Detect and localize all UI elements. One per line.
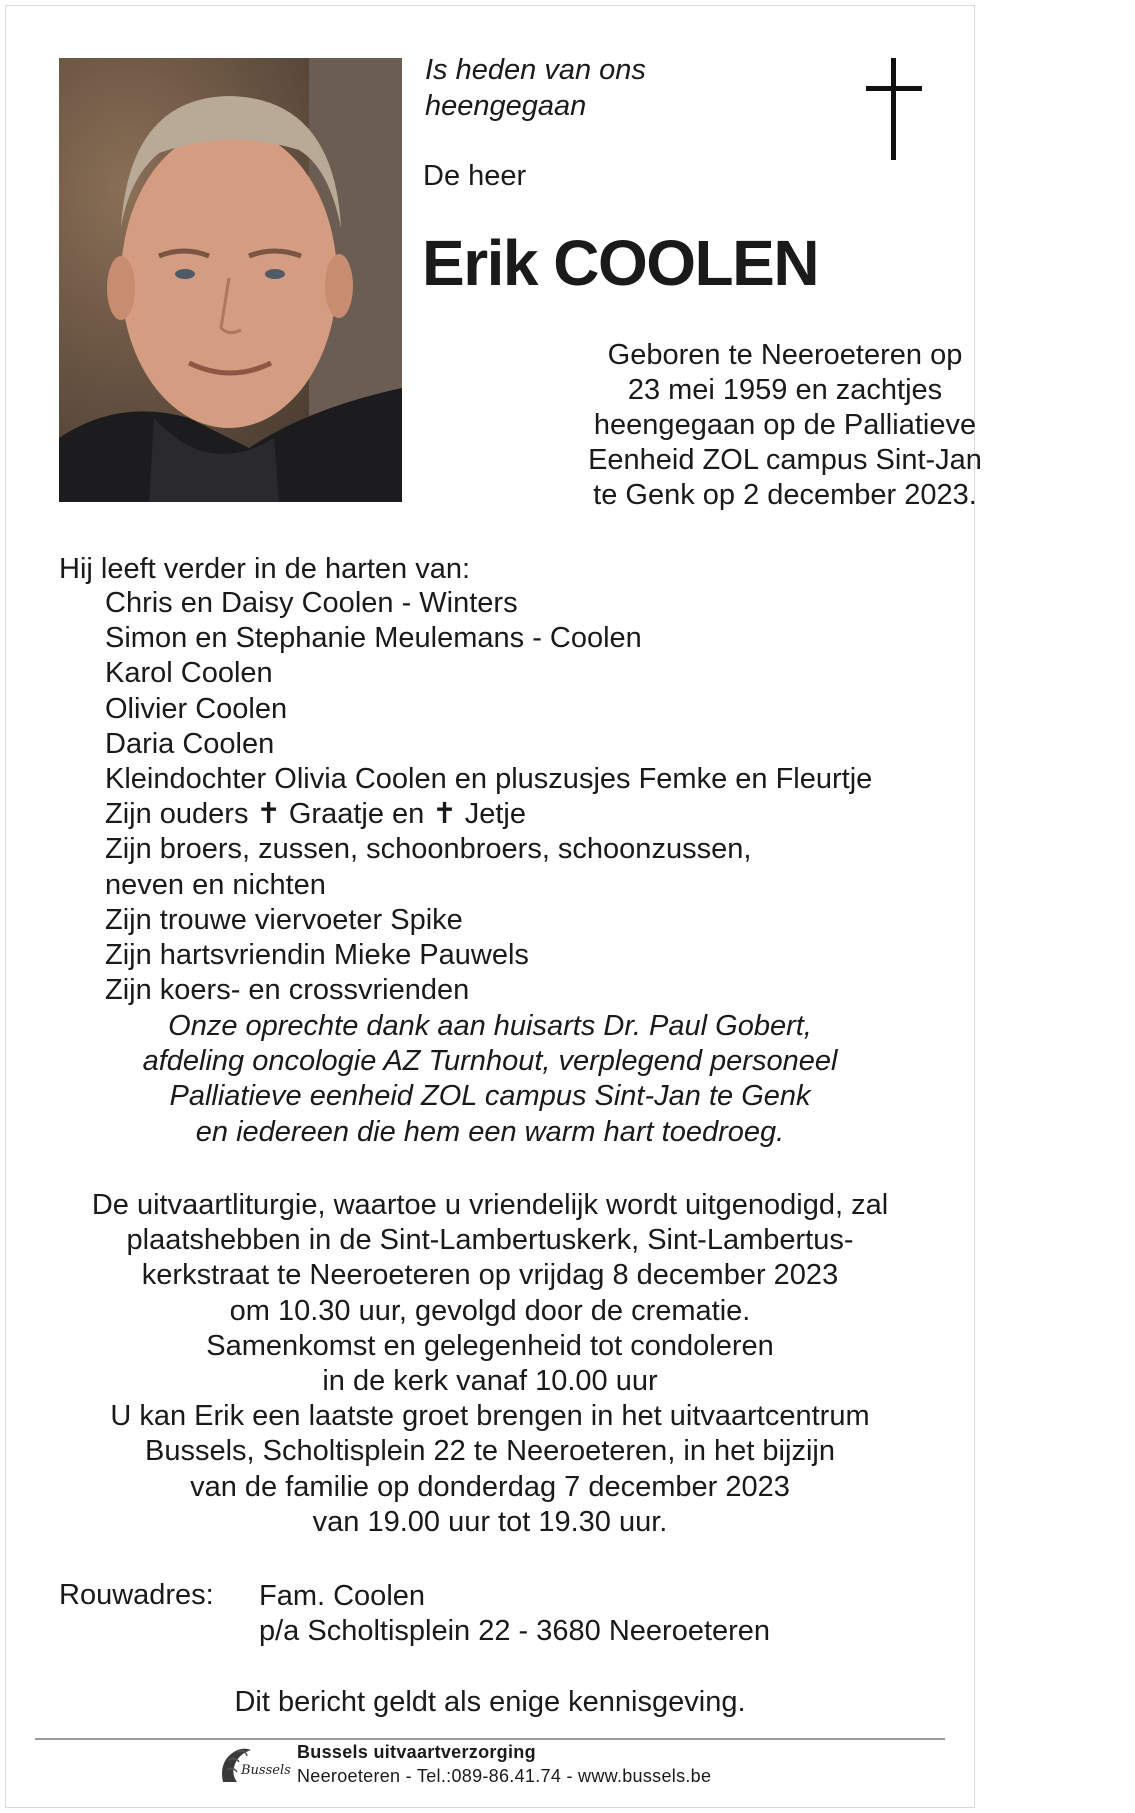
thanks-line: Onze oprechte dank aan huisarts Dr. Paul Gobert, — [168, 1010, 812, 1042]
notice-text: Dit bericht geldt als enige kennisgeving. — [234, 1686, 746, 1718]
family-item: Zijn koers- en crossvrienden — [105, 974, 470, 1007]
birth-death-line: te Genk op 2 december 2023. — [593, 479, 977, 511]
family-item: Olivier Coolen — [105, 692, 288, 725]
birth-death-text — [435, 338, 1135, 513]
service-line: Samenkomst en gelegenheid tot condoleren — [206, 1329, 774, 1362]
mourning-address-label: Rouwadres: — [59, 1579, 214, 1611]
family-item: Zijn broers, zussen, schoonbroers, schoonzussen, — [105, 833, 752, 866]
family-item: Zijn trouwe viervoeter Spike — [105, 903, 463, 936]
family-item: Zijn hartsvriendin Mieke Pauwels — [105, 938, 529, 971]
family-item: Kleindochter Olivia Coolen en pluszusjes Femke en Fleurtje — [105, 762, 873, 795]
service-line: in de kerk vanaf 10.00 uur — [322, 1365, 658, 1398]
family-item: Daria Coolen — [105, 727, 275, 760]
birth-death-line: Geboren te Neeroeteren op — [607, 339, 963, 371]
funeral-home-contact: Neeroeteren - Tel.:089-86.41.74 - www.bussels.be — [297, 1766, 712, 1786]
family-list — [105, 586, 872, 1008]
deceased-name: Erik COOLEN — [422, 227, 819, 299]
funeral-home-name: Bussels uitvaartverzorging — [297, 1742, 536, 1762]
mourning-address — [259, 1579, 770, 1649]
family-item: Simon en Stephanie Meulemans - Coolen — [105, 622, 642, 655]
family-item: Chris en Daisy Coolen - Winters — [105, 587, 518, 619]
service-line: van 19.00 uur tot 19.30 uur. — [312, 1505, 668, 1538]
intro-text — [425, 52, 646, 124]
service-line: kerkstraat te Neeroeteren op vrijdag 8 december 2023 — [141, 1259, 839, 1292]
thanks-line: Palliatieve eenheid ZOL campus Sint-Jan te Genk — [169, 1080, 811, 1113]
birth-death-line: Eenheid ZOL campus Sint-Jan — [588, 444, 982, 476]
thanks-line: afdeling oncologie AZ Turnhout, verplegend personeel — [142, 1045, 838, 1078]
service-text — [92, 1188, 888, 1540]
funeral-home-logo — [217, 1744, 291, 1788]
service-line: De uitvaartliturgie, waartoe u vriendelijk wordt uitgenodigd, zal — [91, 1189, 889, 1221]
service-line: van de familie op donderdag 7 december 2023 — [190, 1470, 790, 1503]
footer-divider — [35, 1738, 945, 1740]
address-name: Fam. Coolen — [259, 1580, 426, 1612]
service-line: Bussels, Scholtisplein 22 te Neeroeteren, in het bijzijn — [145, 1435, 835, 1468]
birth-death-line: 23 mei 1959 en zachtjes — [627, 374, 943, 406]
honorific: De heer — [423, 160, 527, 192]
survived-by-label: Hij leeft verder in de harten van: — [59, 553, 471, 585]
service-line: om 10.30 uur, gevolgd door de crematie. — [229, 1294, 751, 1327]
thanks-line: en iedereen die hem een warm hart toedroeg. — [195, 1115, 785, 1148]
family-item: Karol Coolen — [105, 657, 273, 690]
portrait-photo — [59, 58, 402, 502]
address-street: p/a Scholtisplein 22 - 3680 Neeroeteren — [259, 1615, 771, 1648]
service-line: U kan Erik een laatste groet brengen in het uitvaartcentrum — [110, 1400, 870, 1433]
intro-line: Is heden van ons — [425, 54, 646, 86]
family-item: Zijn ouders ✝ Graatje en ✝ Jetje — [105, 798, 526, 831]
cross-icon — [866, 58, 922, 160]
thanks-text — [143, 1009, 838, 1150]
birth-death-line: heengegaan op de Palliatieve — [593, 409, 977, 441]
intro-line: heengegaan — [425, 90, 587, 122]
service-line: plaatshebben in de Sint-Lambertuskerk, Sint-Lambertus- — [126, 1224, 854, 1257]
family-item: neven en nichten — [105, 868, 326, 901]
svg-text:Bussels: Bussels — [241, 1763, 291, 1778]
